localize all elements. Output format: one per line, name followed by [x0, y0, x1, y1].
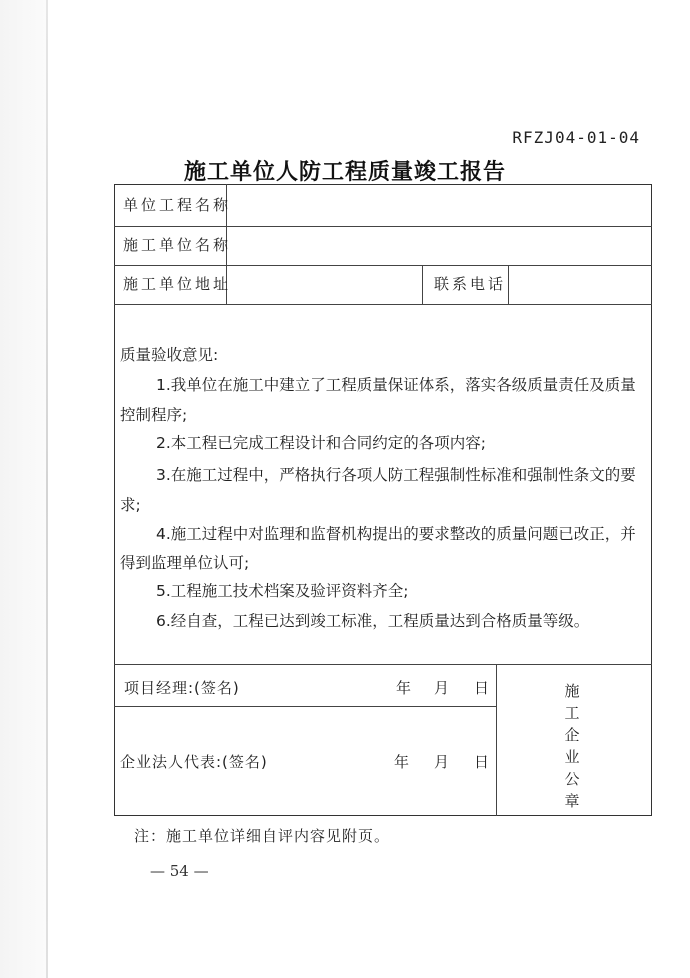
footnote: 注：施工单位详细自评内容见附页。 [134, 827, 391, 845]
opinion-item-1: 1.我单位在施工中建立了工程质量保证体系，落实各级质量责任及质量 [156, 376, 636, 394]
phone-label-left-divider [422, 265, 423, 304]
phone-label-right-divider [508, 265, 509, 304]
row-divider-5 [114, 706, 496, 707]
contractor-address-label: 施工单位地址 [123, 275, 232, 293]
page-binding-edge [46, 0, 48, 978]
opinion-item-3: 3.在施工过程中，严格执行各项人防工程强制性标准和强制性条文的要 [156, 466, 636, 484]
opinion-heading: 质量验收意见: [120, 346, 219, 364]
project-name-label: 单位工程名称 [123, 196, 232, 214]
seal-char: 企 [564, 726, 580, 744]
opinion-item-4: 4.施工过程中对监理和监督机构提出的要求整改的质量问题已改正，并 [156, 525, 636, 543]
legal-representative-signature-label: 企业法人代表:(签名) [120, 753, 268, 771]
phone-label: 联系电话 [434, 275, 507, 293]
opinion-item-4-cont: 得到监理单位认可; [120, 554, 250, 572]
project-name-field[interactable] [228, 186, 650, 225]
seal-char: 工 [564, 704, 580, 722]
opinion-item-1-cont: 控制程序; [120, 406, 188, 424]
contractor-name-label: 施工单位名称 [123, 236, 232, 254]
opinion-item-2: 2.本工程已完成工程设计和合同约定的各项内容; [156, 434, 487, 452]
legal-rep-month-label: 月 [434, 753, 451, 771]
seal-column-divider [496, 664, 497, 816]
opinion-item-5: 5.工程施工技术档案及验评资料齐全; [156, 582, 409, 600]
page-margin-shadow [0, 0, 46, 978]
row-divider-3 [114, 304, 652, 305]
legal-rep-year-label: 年 [394, 753, 411, 771]
manager-month-label: 月 [434, 679, 451, 697]
legal-rep-day-label: 日 [474, 753, 491, 771]
seal-char: 章 [564, 792, 580, 810]
form-code: RFZJ04-01-04 [512, 128, 640, 147]
row-divider-4 [114, 664, 652, 665]
contractor-name-field[interactable] [228, 227, 650, 264]
page-title: 施工单位人防工程质量竣工报告 [183, 159, 506, 185]
seal-char: 公 [564, 770, 580, 788]
project-manager-signature-label: 项目经理:(签名) [124, 679, 240, 697]
opinion-item-3-cont: 求; [120, 496, 141, 514]
seal-char: 施 [564, 682, 580, 700]
seal-char: 业 [564, 748, 580, 766]
opinion-item-6: 6.经自查，工程已达到竣工标准，工程质量达到合格质量等级。 [156, 612, 590, 630]
phone-field[interactable] [510, 266, 650, 303]
manager-year-label: 年 [396, 679, 413, 697]
manager-day-label: 日 [474, 679, 491, 697]
company-seal-label [560, 680, 584, 812]
contractor-address-field[interactable] [228, 266, 421, 303]
page-number: — 54 — [150, 862, 209, 880]
